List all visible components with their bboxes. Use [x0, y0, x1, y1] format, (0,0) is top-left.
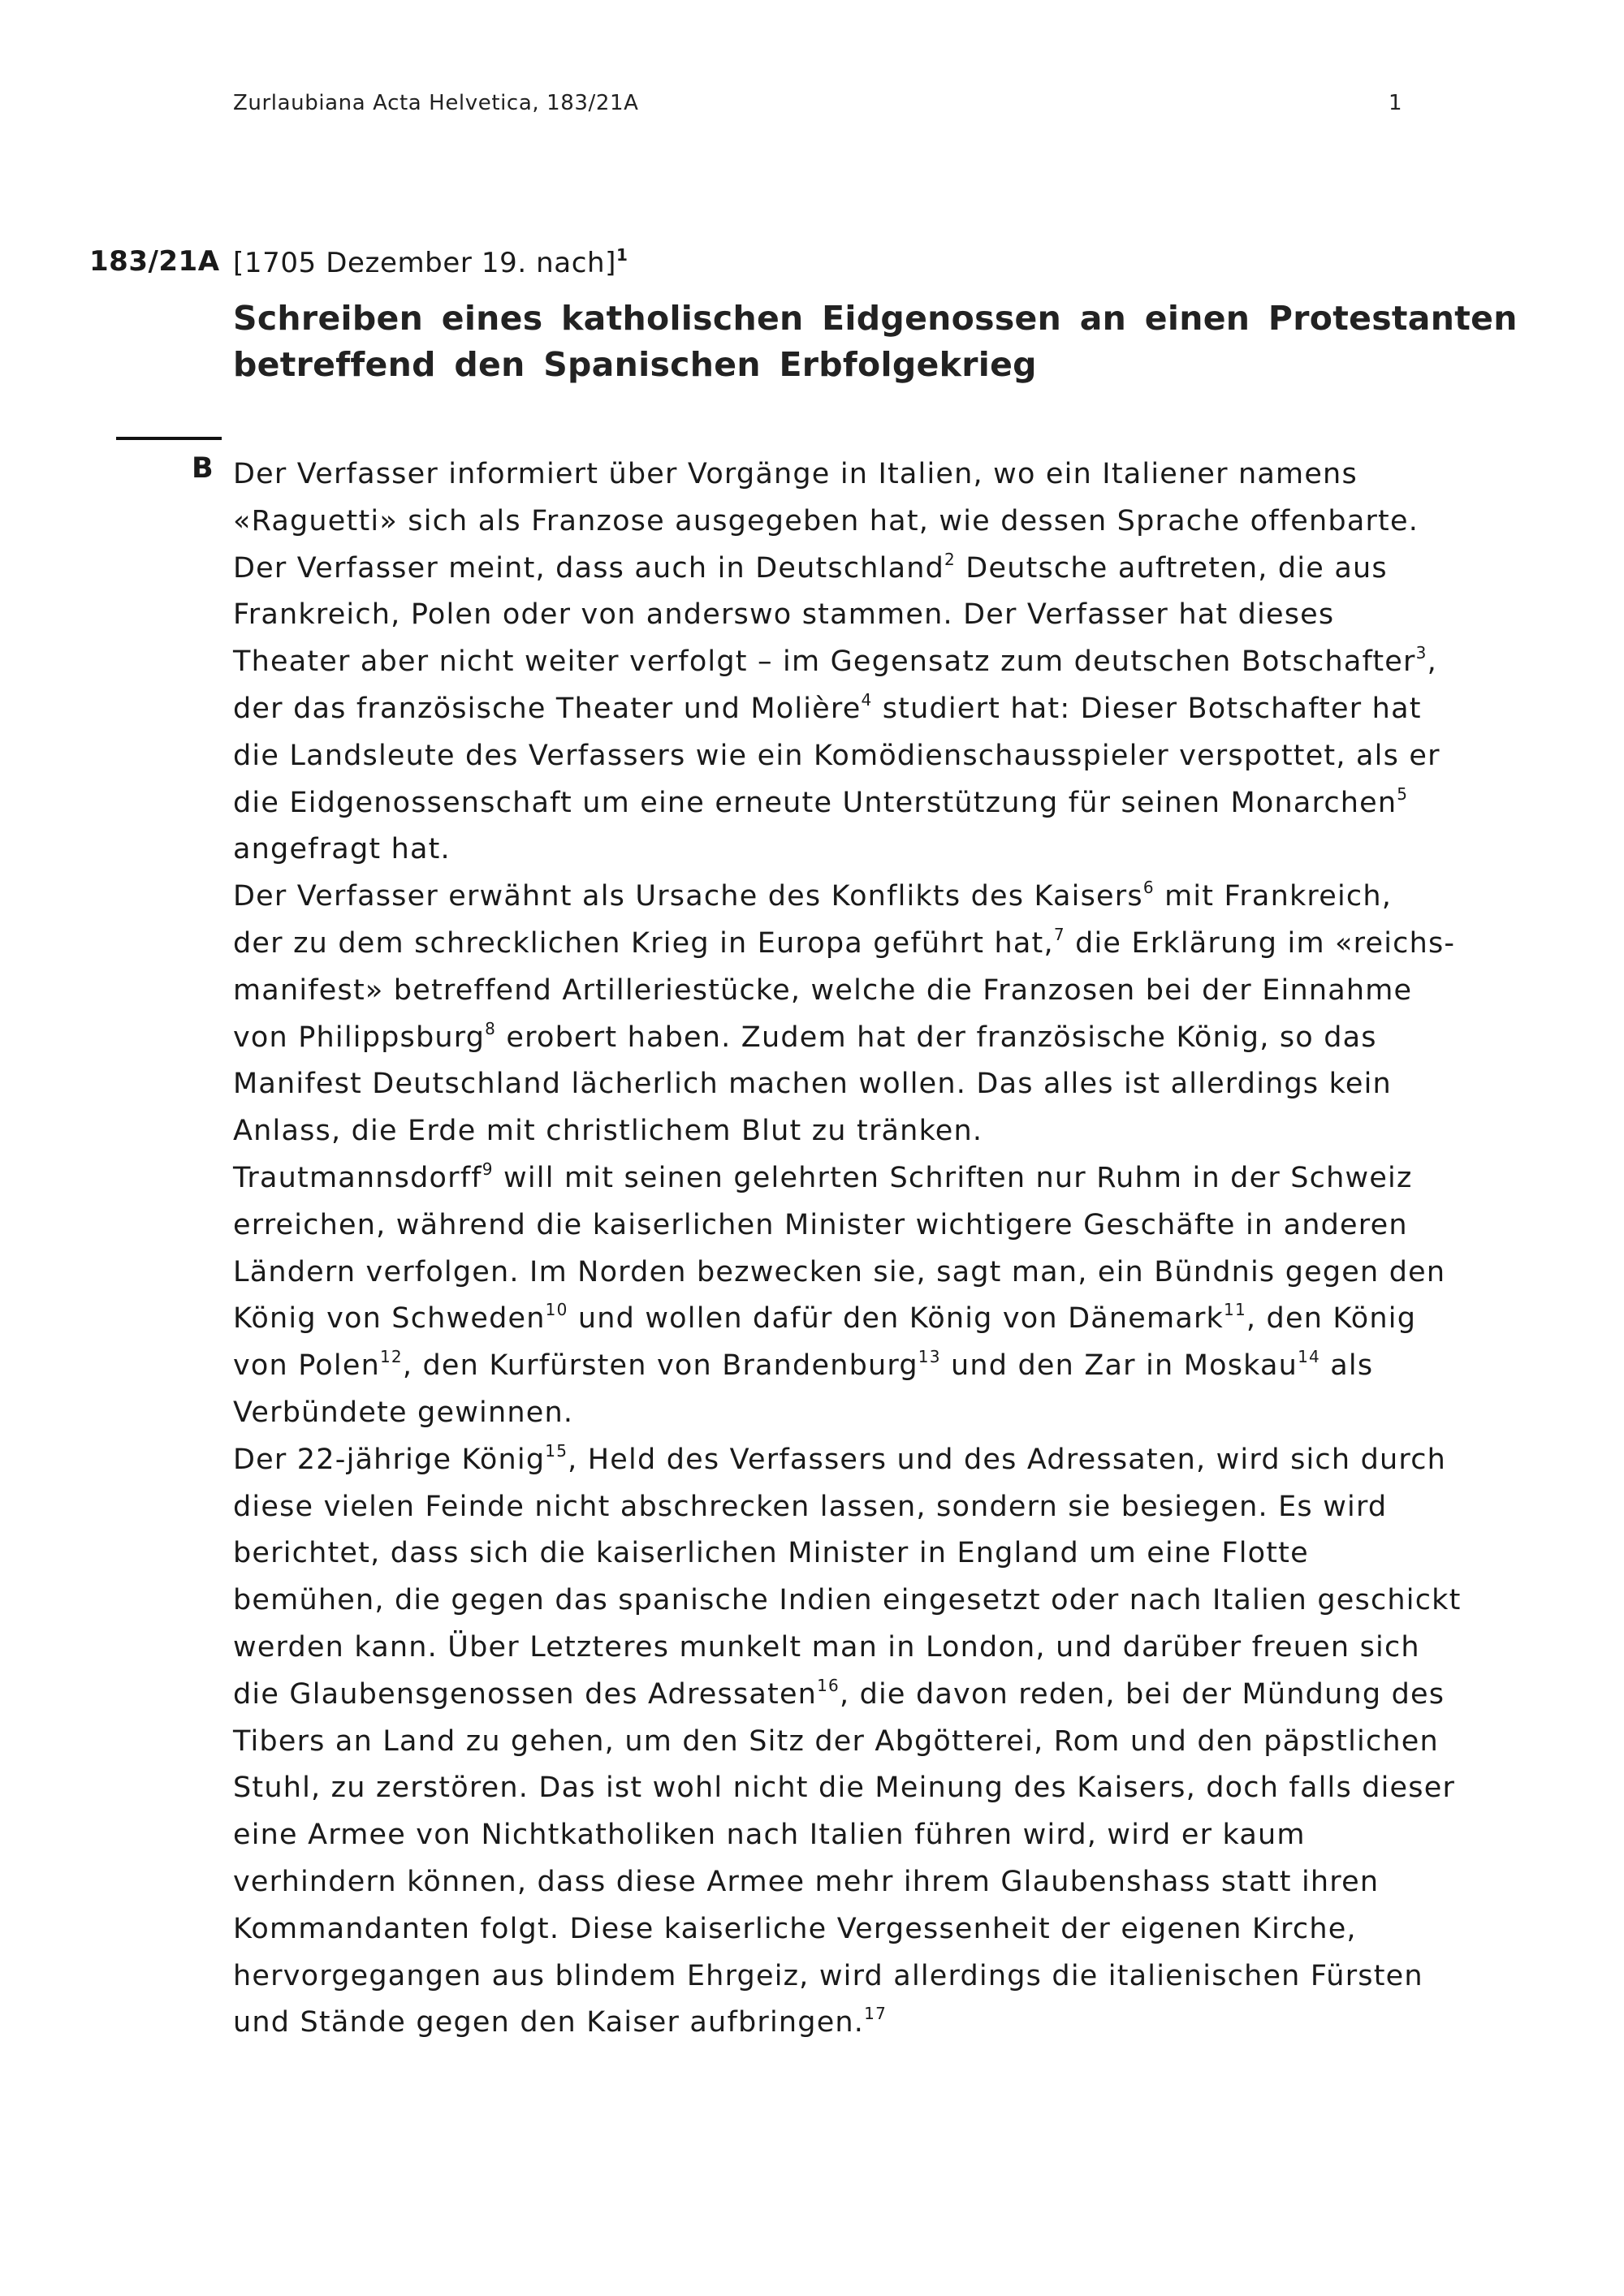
section-label: B [192, 452, 214, 485]
text-segment: Der 22-jährige König [233, 1443, 546, 1476]
text-line [233, 1672, 1445, 1719]
text-segment: eine Armee von Nichtkatholiken nach Italien führen wird, wird er kaum [233, 1819, 1306, 1852]
section-rule [116, 437, 222, 440]
footnote-ref[interactable]: 7 [1053, 924, 1065, 944]
footnote-ref[interactable]: 3 [1415, 643, 1427, 663]
text-segment: verhindern können, dass diese Armee mehr ihrem Glaubenshass statt ihren [233, 1865, 1380, 1898]
text-segment: «Raguetti» sich als Franzose ausgegeben hat, wie dessen Sprache offenbarte. [233, 504, 1419, 537]
footnote-ref[interactable]: 5 [1397, 783, 1409, 804]
page-number: 1 [1389, 91, 1402, 115]
text-segment: angefragt hat. [233, 833, 451, 866]
text-segment: , den Kurfürsten von Brandenburg [402, 1349, 918, 1383]
text-segment: König von Schweden [233, 1302, 546, 1336]
text-segment: der zu dem schrecklichen Krieg in Europa geführt hat, [233, 926, 1054, 960]
text-segment: die Glaubensgenossen des Adressaten [233, 1677, 818, 1711]
text-line [233, 1155, 1419, 1202]
text-line [233, 1202, 1419, 1249]
text-line [233, 1953, 1423, 2000]
text-segment: Verbündete gewinnen. [233, 1396, 574, 1429]
text-segment: und Stände gegen den Kaiser aufbringen. [233, 2006, 865, 2039]
text-segment: bemühen, die gegen das spanische Indien eingesetzt oder nach Italien geschickt [233, 1584, 1462, 1617]
title-line: betreffend den Spanischen Erbfolgekrieg [233, 345, 1037, 384]
text-segment: Frankreich, Polen oder von anderswo stammen. Der Verfasser hat dieses [233, 598, 1335, 632]
text-segment: der das französische Theater und Molière [233, 692, 862, 725]
text-line [233, 1859, 1419, 1906]
text-line [233, 1577, 1462, 1625]
text-segment: berichtet, dass sich die kaiserlichen Minister in England um eine Flotte [233, 1537, 1309, 1570]
document-number: 183/21A [89, 245, 220, 278]
summary-text [233, 451, 1462, 2047]
text-segment: werden kann. Über Letzteres munkelt man in London, und darüber freuen sich [233, 1630, 1420, 1664]
text-segment: , den König [1246, 1302, 1417, 1336]
text-line [233, 921, 1456, 968]
text-segment: Anlass, die Erde mit christlichem Blut zu tränken. [233, 1115, 983, 1148]
text-segment: mit Frankreich, [1154, 880, 1393, 913]
text-segment: als [1320, 1349, 1374, 1383]
text-segment: von Philippsburg [233, 1021, 486, 1054]
text-line [233, 1343, 1419, 1390]
footnote-ref[interactable]: 2 [944, 549, 956, 569]
text-segment: , Held des Verfassers und des Adressaten, wird sich durch [568, 1443, 1447, 1476]
document-date-text: [1705 Dezember 19. nach] [233, 247, 617, 279]
text-segment: diese vielen Feinde nicht abschrecken lassen, sondern sie besiegen. Es wird [233, 1490, 1388, 1523]
text-segment: erreichen, während die kaiserlichen Minister wichtigere Geschäfte in anderen [233, 1208, 1408, 1241]
text-line [233, 498, 1419, 546]
text-segment: Stuhl, zu zerstören. Das ist wohl nicht die Meinung des Kaisers, doch falls dieser [233, 1772, 1456, 1805]
text-line [233, 2000, 1419, 2047]
text-segment: Der Verfasser informiert über Vorgänge in Italien, wo ein Italiener namens [233, 458, 1358, 490]
text-line [233, 1390, 1419, 1437]
text-segment: Theater aber nicht weiter verfolgt – im Gegensatz zum deutschen Botschafter [233, 645, 1416, 679]
text-segment: will mit seinen gelehrten Schriften nur Ruhm in der Schweiz [493, 1161, 1413, 1194]
footnote-ref[interactable]: 6 [1142, 878, 1155, 898]
footnote-ref[interactable]: 13 [918, 1347, 941, 1367]
text-line [233, 874, 1419, 921]
text-line [233, 1249, 1446, 1297]
footnote-ref[interactable]: 17 [864, 2004, 887, 2024]
text-line [233, 1906, 1419, 1953]
text-segment: manifest» betreffend Artilleriestücke, welche die Franzosen bei der Einnahme [233, 973, 1413, 1007]
text-line [233, 1765, 1456, 1812]
text-segment: Tibers an Land zu gehen, um den Sitz der Abgötterei, Rom und den päpstlichen [233, 1724, 1439, 1758]
footnote-ref[interactable]: 8 [485, 1018, 497, 1038]
text-line [233, 1061, 1419, 1108]
text-line [233, 1296, 1419, 1343]
text-segment: und wollen dafür den König von Dänemark [568, 1302, 1224, 1336]
footnote-ref[interactable]: 12 [379, 1347, 403, 1367]
text-segment: Kommandanten folgt. Diese kaiserliche Vergessenheit der eigenen Kirche, [233, 1912, 1357, 1945]
text-segment: die Landsleute des Verfassers wie ein Komödienschausspieler verspottet, als er [233, 739, 1440, 772]
document-title [233, 296, 1518, 388]
text-line [233, 1530, 1419, 1577]
footnote-ref[interactable]: 10 [545, 1300, 568, 1320]
text-segment: Ländern verfolgen. Im Norden bezwecken sie, sagt man, ein Bündnis gegen den [233, 1255, 1446, 1288]
footnote-ref[interactable]: 9 [482, 1159, 494, 1179]
text-line [233, 639, 1437, 686]
text-segment: die Eidgenossenschaft um eine erneute Unterstützung für seinen Monarchen [233, 786, 1397, 819]
text-line [233, 1719, 1439, 1766]
text-segment: erobert haben. Zudem hat der französische König, so das [496, 1021, 1377, 1054]
text-line [233, 968, 1419, 1015]
footnote-ref[interactable]: 16 [817, 1675, 840, 1695]
text-line [233, 451, 1419, 498]
text-segment: Trautmannsdorff [233, 1161, 482, 1194]
text-segment: die Erklärung im «reichs- [1065, 926, 1456, 960]
text-segment: , [1427, 645, 1437, 679]
text-segment: und den Zar in Moskau [940, 1349, 1298, 1383]
text-segment: von Polen [233, 1349, 380, 1383]
text-line [233, 686, 1422, 733]
text-line [233, 1484, 1419, 1531]
text-segment: Der Verfasser erwähnt als Ursache des Konflikts des Kaisers [233, 880, 1143, 913]
text-segment: Der Verfasser meint, dass auch in Deutschland [233, 551, 945, 585]
text-line [233, 1812, 1419, 1859]
text-line [233, 1108, 1419, 1155]
text-line [233, 733, 1440, 780]
footnote-ref[interactable]: 11 [1224, 1300, 1246, 1320]
text-line [233, 1625, 1419, 1672]
footnote-ref[interactable]: 14 [1298, 1347, 1320, 1367]
text-line [233, 826, 1419, 874]
text-segment: Manifest Deutschland lächerlich machen wollen. Das alles ist allerdings kein [233, 1068, 1392, 1101]
footnote-ref[interactable]: 15 [545, 1440, 568, 1461]
text-segment: hervorgegangen aus blindem Ehrgeiz, wird allerdings die italienischen Fürsten [233, 1959, 1423, 1992]
text-segment: studiert hat: Dieser Botschafter hat [872, 692, 1422, 725]
footnote-ref[interactable]: 4 [861, 689, 873, 710]
title-line: Schreiben eines katholischen Eidgenossen an einen Protestanten [233, 299, 1518, 338]
document-date [233, 245, 628, 279]
text-line [233, 1015, 1419, 1062]
text-line [233, 546, 1419, 593]
footnote-ref[interactable]: 1 [616, 245, 628, 265]
text-line [233, 1437, 1447, 1484]
text-segment: , die davon reden, bei der Mündung des [839, 1677, 1445, 1711]
text-segment: Deutsche auftreten, die aus [955, 551, 1388, 585]
text-line [233, 592, 1419, 639]
text-line [233, 780, 1419, 827]
running-header: Zurlaubiana Acta Helvetica, 183/21A [233, 91, 639, 115]
